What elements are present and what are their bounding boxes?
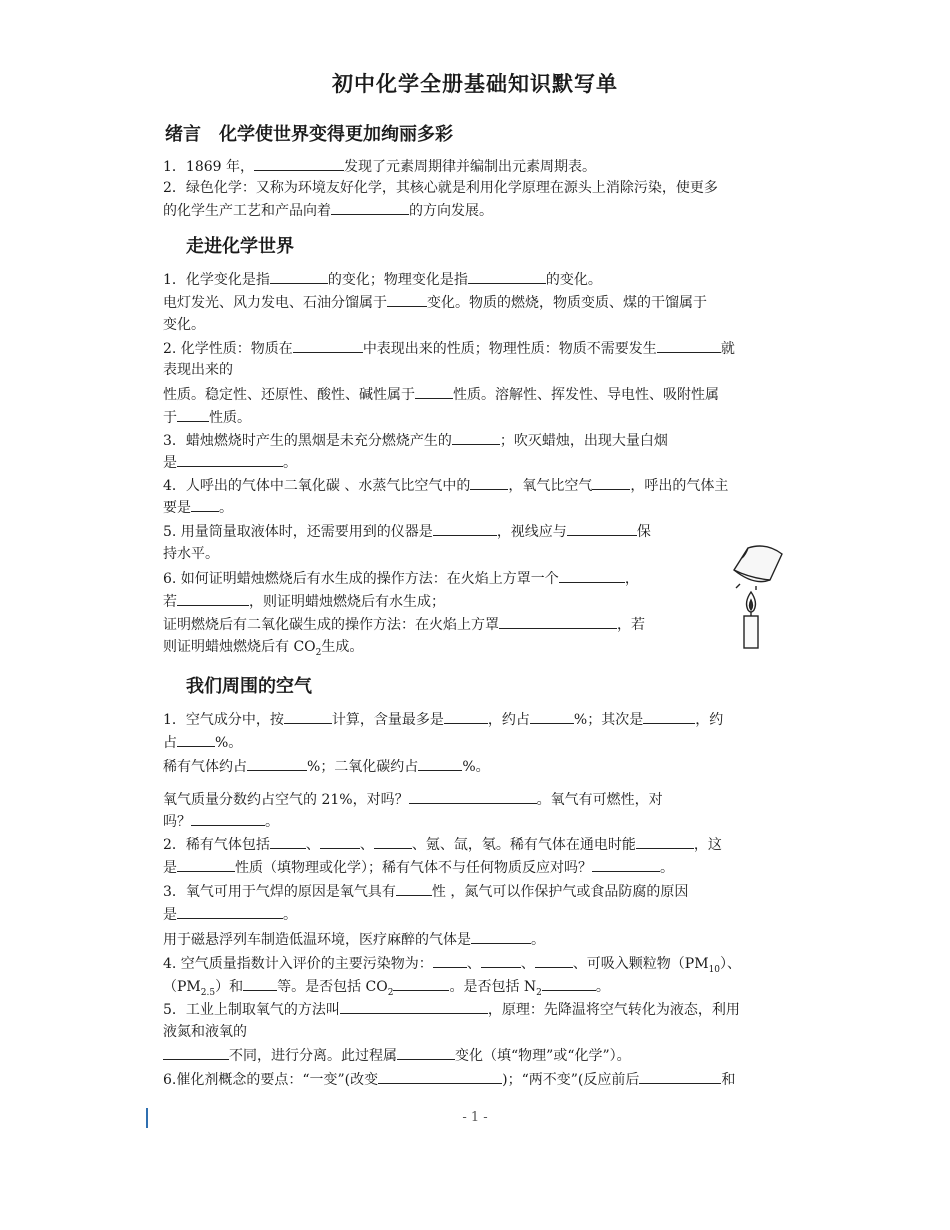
- question-line: 是 。: [163, 907, 297, 923]
- section-heading-intro: 绪言 化学使世界变得更加绚丽多彩: [165, 124, 453, 145]
- answer-blank[interactable]: [320, 835, 360, 849]
- question-line: 6.催化剂概念的要点：“一变”(改变 )；“两不变”(反应前后 和: [163, 1072, 736, 1088]
- answer-blank[interactable]: [191, 498, 219, 512]
- answer-blank[interactable]: [177, 453, 283, 467]
- question-line: 5. 用量筒量取液体时，还需要用到的仪器是 ，视线应与 保: [163, 524, 651, 540]
- answer-blank[interactable]: [247, 757, 307, 771]
- question-line: 液氮和液氧的: [163, 1024, 247, 1040]
- question-line: 性质。稳定性、还原性、酸性、碱性属于 性质。溶解性、挥发性、导电性、吸附性属: [163, 387, 719, 403]
- answer-blank[interactable]: [177, 905, 283, 919]
- question-line: 证明燃烧后有二氧化碳生成的操作方法：在火焰上方罩 ，若: [163, 617, 645, 633]
- answer-blank[interactable]: [468, 270, 546, 284]
- question-line: 的化学生产工艺和产品向着 的方向发展。: [163, 203, 493, 219]
- answer-blank[interactable]: [293, 339, 363, 353]
- question-line: 电灯发光、风力发电、石油分馏属于 变化。物质的燃烧，物质变质、煤的干馏属于: [163, 295, 707, 311]
- answer-blank[interactable]: [481, 954, 521, 968]
- answer-blank[interactable]: [396, 882, 432, 896]
- answer-blank[interactable]: [418, 757, 462, 771]
- question-line: 4. 空气质量指数计入评价的主要污染物为： 、 、 、可吸入颗粒物$(PM_{10})$、: [163, 956, 742, 975]
- answer-blank[interactable]: [177, 733, 215, 747]
- answer-blank[interactable]: [387, 293, 427, 307]
- question-line: 是 。: [163, 455, 297, 471]
- answer-blank[interactable]: [530, 710, 574, 724]
- question-line: 要是 。: [163, 500, 233, 516]
- question-line: 吗？ 。: [163, 814, 279, 830]
- question-line: 4．人呼出的气体中二氧化碳 、水蒸气比空气中的 ，氧气比空气 ，呼出的气体主: [163, 478, 729, 494]
- answer-blank[interactable]: [270, 270, 328, 284]
- page-title: 初中化学全册基础知识默写单: [332, 72, 618, 96]
- answer-blank[interactable]: [374, 835, 412, 849]
- question-line: 于 性质。: [163, 410, 251, 426]
- question-line: 6. 如何证明蜡烛燃烧后有水生成的操作方法：在火焰上方罩一个 ，: [163, 571, 639, 587]
- answer-blank[interactable]: [284, 710, 332, 724]
- answer-blank[interactable]: [592, 858, 660, 872]
- answer-blank[interactable]: [163, 1046, 229, 1060]
- question-line: 5．工业上制取氧气的方法叫 ，原理：先降温将空气转化为液态，利用: [163, 1002, 740, 1018]
- answer-blank[interactable]: [409, 790, 537, 804]
- answer-blank[interactable]: [378, 1070, 502, 1084]
- answer-blank[interactable]: [499, 615, 617, 629]
- answer-blank[interactable]: [191, 812, 265, 826]
- question-line: 氧气质量分数约占空气的 21%，对吗？ 。氧气有可燃性，对: [163, 792, 663, 808]
- answer-blank[interactable]: [254, 157, 344, 171]
- question-line: 变化。: [163, 317, 205, 333]
- answer-blank[interactable]: [270, 835, 306, 849]
- answer-blank[interactable]: [657, 339, 721, 353]
- question-line: 是 性质（填物理或化学）；稀有气体不与任何物质反应对吗？ 。: [163, 860, 674, 876]
- page-number: - 1 -: [462, 1110, 488, 1125]
- answer-blank[interactable]: [643, 710, 695, 724]
- answer-blank[interactable]: [397, 1046, 455, 1060]
- answer-blank[interactable]: [433, 954, 467, 968]
- question-line: 用于磁悬浮列车制造低温环境，医疗麻醉的气体是 。: [163, 932, 545, 948]
- question-line: 若 ，则证明蜡烛燃烧后有水生成；: [163, 594, 445, 610]
- question-line: 则证明蜡烛燃烧后有 $CO_2$生成。: [163, 639, 364, 658]
- answer-blank[interactable]: [559, 569, 625, 583]
- answer-blank[interactable]: [542, 977, 596, 991]
- answer-blank[interactable]: [444, 710, 488, 724]
- answer-blank[interactable]: [592, 476, 630, 490]
- question-line: 3．氧气可用于气焊的原因是氧气具有 性 ，氮气可以作保护气或食品防腐的原因: [163, 884, 689, 900]
- answer-blank[interactable]: [393, 977, 449, 991]
- answer-blank[interactable]: [415, 385, 453, 399]
- question-line: 2．稀有气体包括 、 、 、氪、氙，氡。稀有气体在通电时能 ，这: [163, 837, 722, 853]
- answer-blank[interactable]: [636, 835, 694, 849]
- answer-blank[interactable]: [177, 592, 249, 606]
- answer-blank[interactable]: [177, 858, 235, 872]
- question-line: 不同，进行分离。此过程属 变化（填“物理”或“化学”）。: [163, 1046, 631, 1065]
- question-line: 1．化学变化是指 的变化；物理变化是指 的变化。: [163, 272, 602, 288]
- section-heading-air: 我们周围的空气: [186, 676, 312, 697]
- question-line: 2．绿色化学：又称为环境友好化学，其核心就是利用化学原理在源头上消除污染，使更多: [163, 180, 718, 196]
- question-line: 表现出来的: [163, 362, 233, 378]
- answer-blank[interactable]: [535, 954, 573, 968]
- answer-blank[interactable]: [331, 201, 409, 215]
- question-line: $(PM_{2.5})$和 等。是否包括 $CO_2$ 。是否包括 $N_2$ 。: [163, 979, 610, 998]
- question-line: 占 %。: [163, 735, 243, 751]
- answer-blank[interactable]: [243, 977, 277, 991]
- answer-blank[interactable]: [471, 930, 531, 944]
- answer-blank[interactable]: [340, 1000, 488, 1014]
- question-line: 1．1869 年， 发现了元素周期律并编制出元素周期表。: [163, 159, 596, 175]
- question-line: 2. 化学性质：物质在 中表现出来的性质；物理性质：物质不需要发生 就: [163, 341, 735, 357]
- question-line: 持水平。: [163, 546, 219, 562]
- answer-blank[interactable]: [567, 522, 637, 536]
- answer-blank[interactable]: [452, 431, 500, 445]
- answer-blank[interactable]: [433, 522, 497, 536]
- question-line: 1．空气成分中，按 计算，含量最多是 ，约占 %；其次是 ，约: [163, 712, 724, 728]
- question-line: 3．蜡烛燃烧时产生的黑烟是未充分燃烧产生的 ；吹灭蜡烛，出现大量白烟: [163, 433, 668, 449]
- candle-beaker-illustration: [726, 540, 786, 650]
- answer-blank[interactable]: [177, 408, 209, 422]
- answer-blank[interactable]: [470, 476, 508, 490]
- answer-blank[interactable]: [639, 1070, 721, 1084]
- question-line: 稀有气体约占 %；二氧化碳约占 %。: [163, 759, 490, 775]
- section-heading-world: 走进化学世界: [186, 236, 294, 257]
